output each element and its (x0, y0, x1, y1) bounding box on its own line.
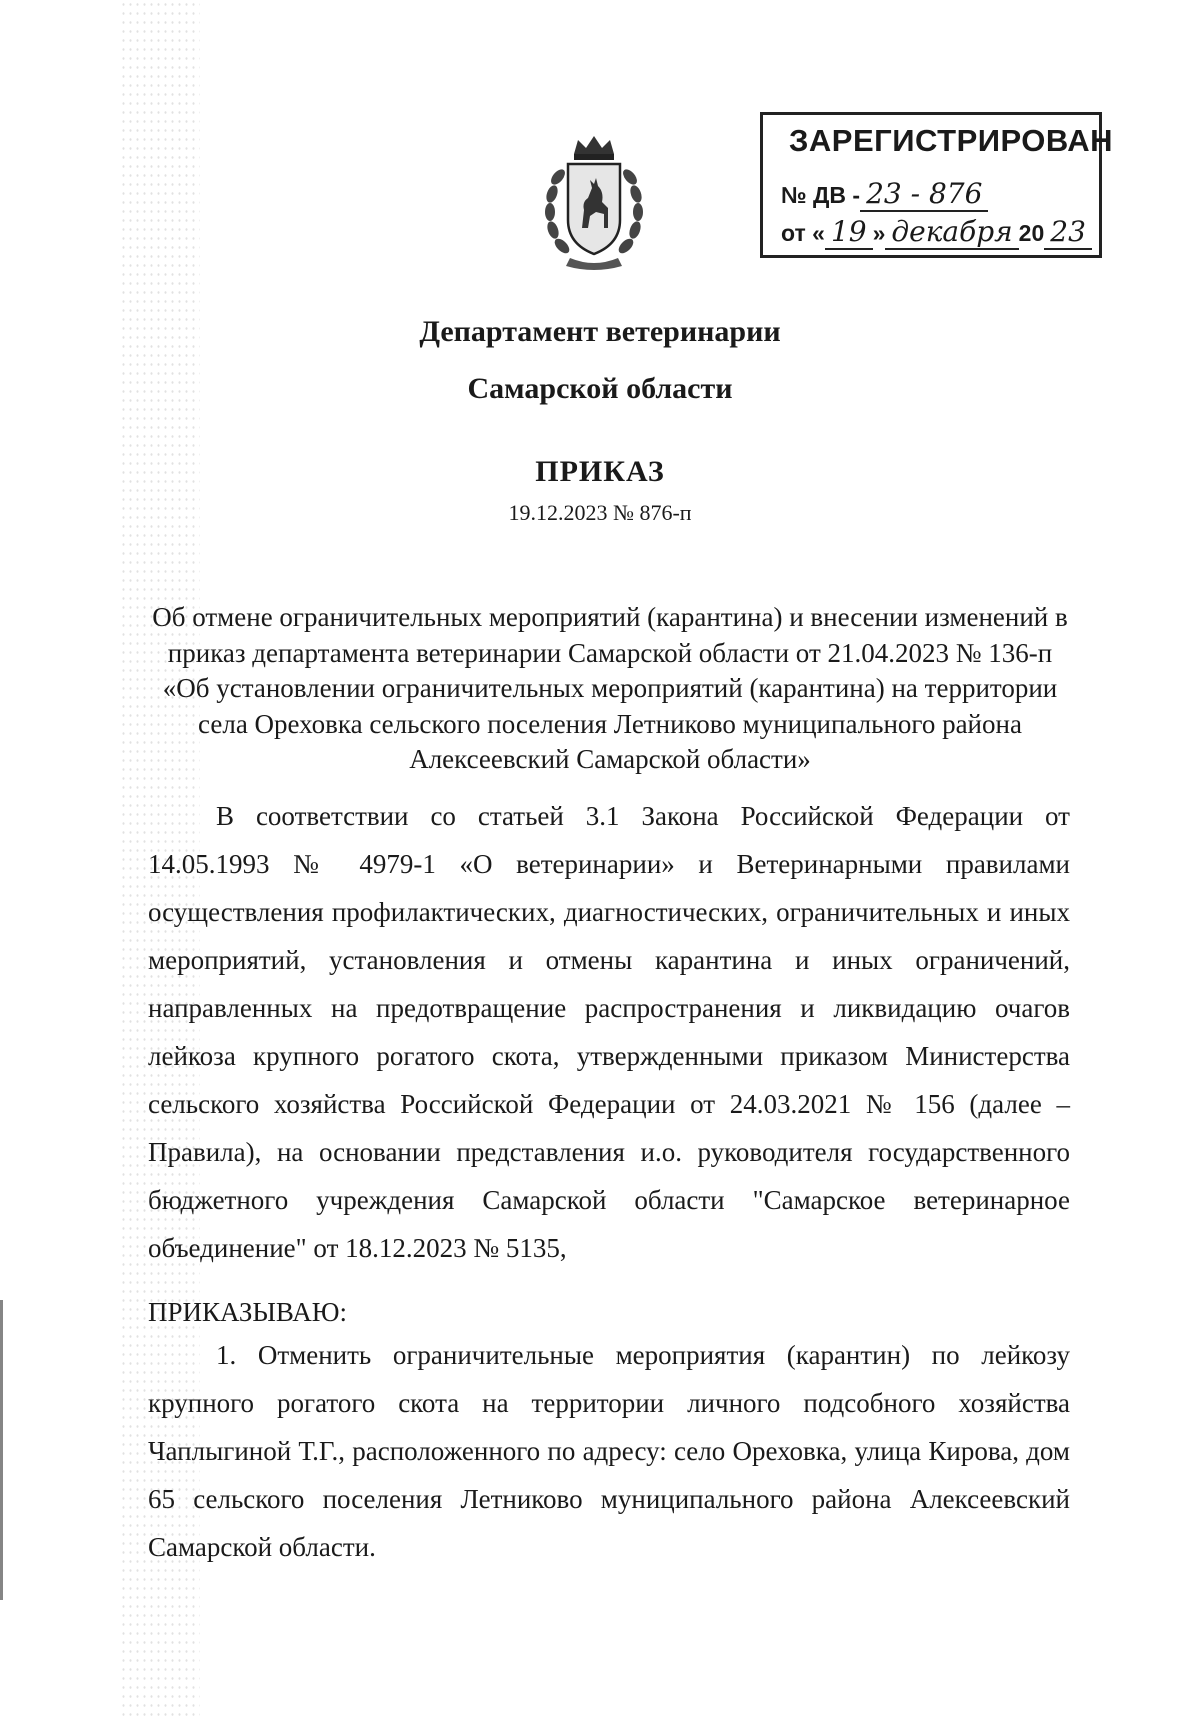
coat-of-arms-icon (538, 132, 650, 272)
scan-edge (0, 1300, 3, 1600)
stamp-date-year-suffix: 23 (1044, 215, 1092, 250)
stamp-date-year-prefix: 20 (1018, 220, 1045, 246)
stamp-title: ЗАРЕГИСТРИРОВАН (789, 123, 1114, 158)
doc-type-title: ПРИКАЗ (535, 455, 665, 488)
order-item-1: 1. Отменить ограничительные мероприятия (карантин) по лейкозу крупного рогатого скота на территории личного подсобного хозяйства Чаплыгиной Т.Г., расположенного по адресу: село Ореховка, улица Кирова, дом 65 сельского поселения Летниково муниципального района Алексеевский Самарской области. (148, 1340, 1070, 1562)
stamp-date-prefix: от « (781, 220, 825, 246)
stamp-date-mid: » (872, 220, 886, 246)
stamp-number-line (781, 177, 988, 210)
org-name-line2: Самарской области (467, 372, 733, 405)
stamp-date-day: 19 (825, 215, 873, 250)
stamp-date-month: декабря (885, 215, 1018, 250)
order-subject: Об отмене ограничительных мероприятий (карантина) и внесении изменений в приказ департамента ветеринарии Самарской области от 21.04.2023 № 136-п «Об установлении ограничительных мероприятий (карантина) на территории села Ореховка сельского поселения Летниково муниципального района Алексеевский Самарской области» (152, 602, 1068, 774)
stamp-date-line (781, 215, 1092, 248)
order-word: ПРИКАЗЫВАЮ: (148, 1297, 347, 1327)
stamp-number-label: № ДВ - (781, 182, 861, 208)
org-name-line1: Департамент ветеринарии (419, 315, 781, 348)
registration-stamp (760, 112, 1114, 258)
stamp-number-value: 23 - 876 (860, 177, 988, 212)
doc-date-number: 19.12.2023 № 876-п (508, 500, 692, 525)
preamble-paragraph: В соответствии со статьей 3.1 Закона Российской Федерации от 14.05.1993 № 4979-1 «О ветеринарии» и Ветеринарными правилами осуществления профилактических, диагностических, ограничительных и иных мероприятий, установления и отмены карантина и иных ограничений, направленных на предотвращение распространения и ликвидацию очагов лейкоза крупного рогатого скота, утвержденными приказом Министерства сельского хозяйства Российской Федерации от 24.03.2021 № 156 (далее – Правила), на основании представления и.о. руководителя государственного бюджетного учреждения Самарской области "Самарское ветеринарное объединение" от 18.12.2023 № 5135, (148, 801, 1070, 1263)
